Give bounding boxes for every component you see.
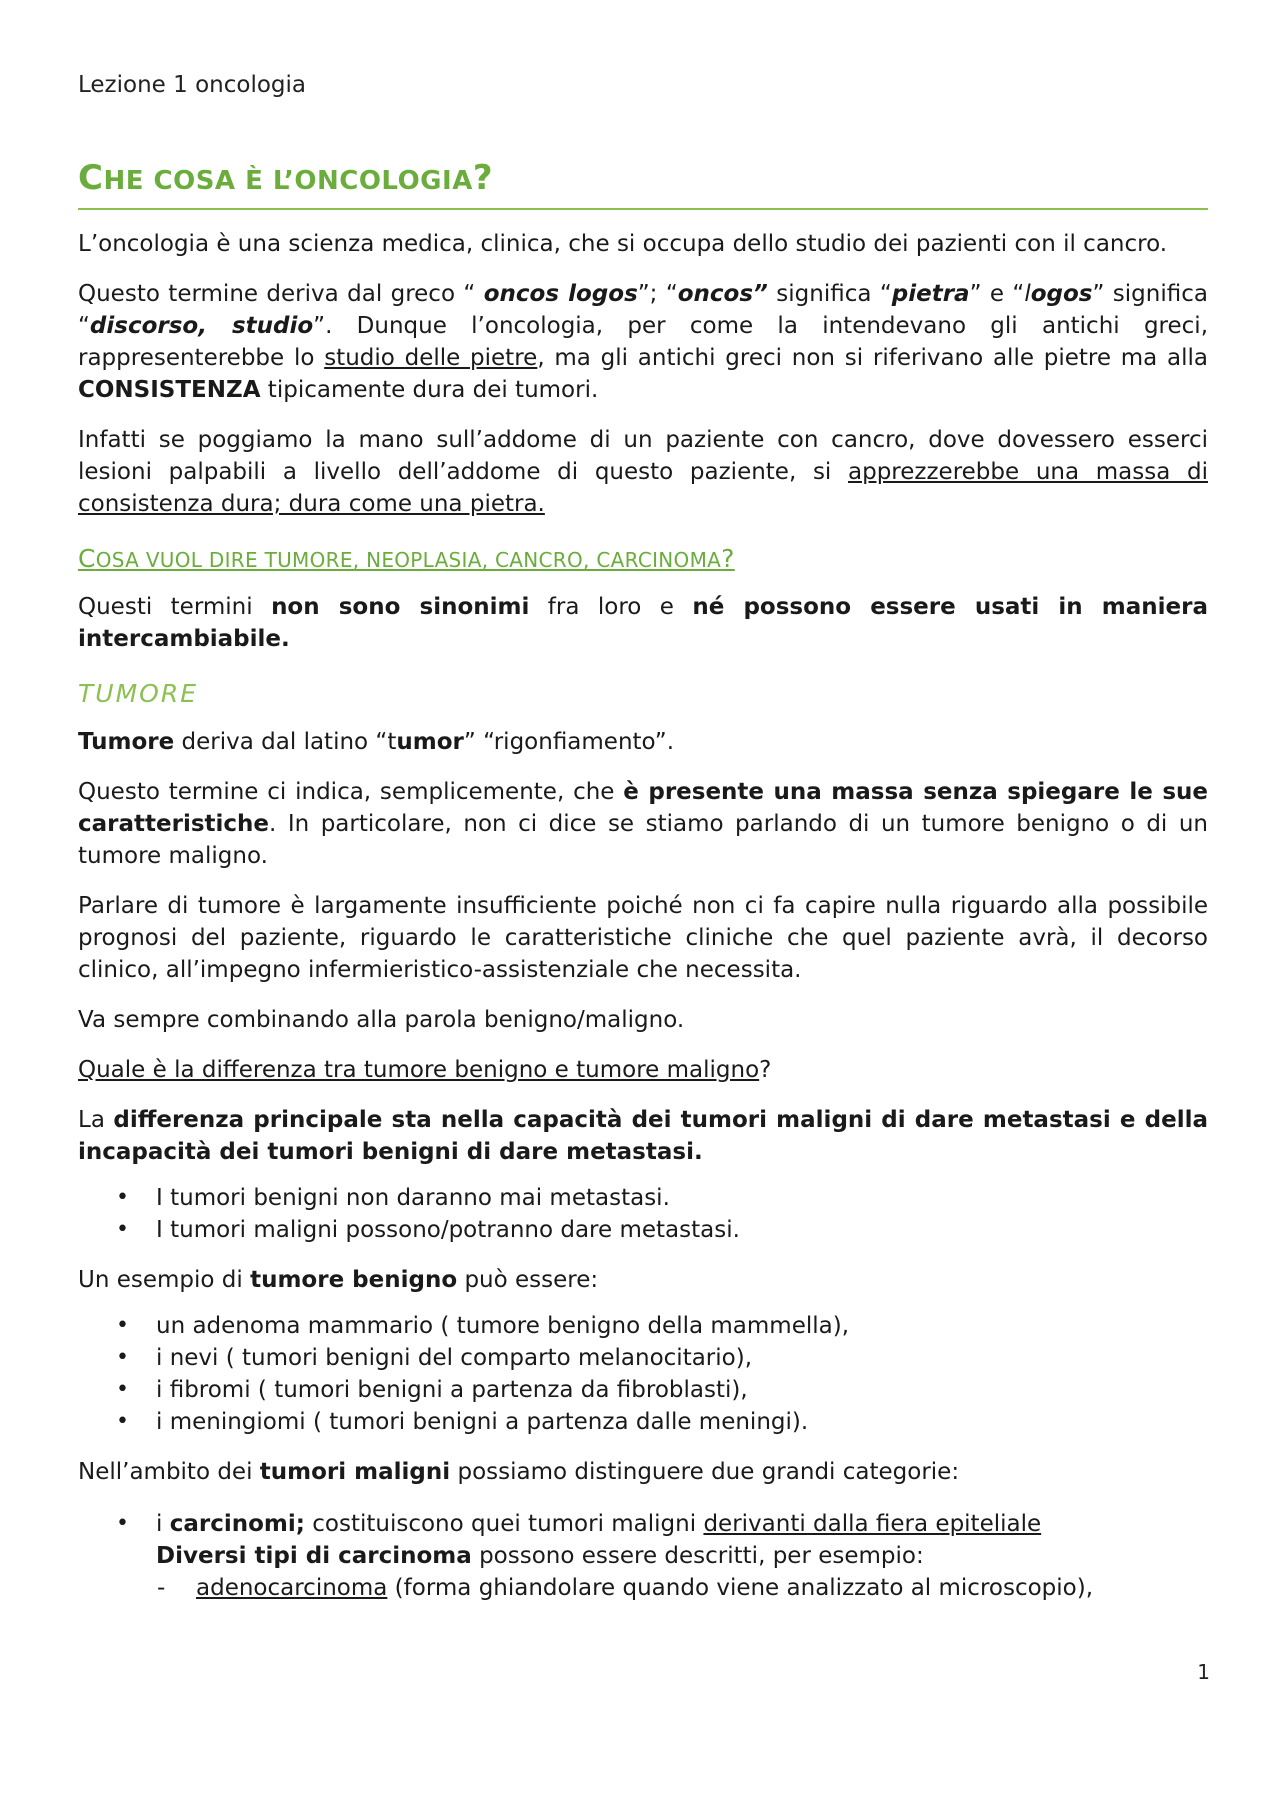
list-item: • i carcinomi; costituiscono quei tumori maligni derivanti dalla fiera epiteliale [116, 1511, 1042, 1537]
section-heading: COSA VUOL DIRE TUMORE, NEOPLASIA, CANCRO, CARCINOMA? [78, 544, 735, 573]
benign-examples-list [78, 1310, 1208, 1438]
intro-paragraph: L’oncologia è una scienza medica, clinica, che si occupa dello studio dei pazienti con il cancro. [78, 231, 1168, 257]
list-item: • un adenoma mammario ( tumore benigno della mammella), [116, 1313, 849, 1339]
page-number: 1 [1197, 1660, 1210, 1684]
benign-example-intro: Un esempio di tumore benigno può essere: [78, 1267, 599, 1293]
tumor-meaning-paragraph: Questo termine ci indica, semplicemente, che è presente una massa senza spiegare le sue caratteristiche. In particolare, non ci dice se stiamo parlando di un tumore benigno o di un tumore maligno. [78, 779, 1208, 869]
list-item: • i fibromi ( tumori benigni a partenza da fibroblasti), [116, 1377, 748, 1403]
malignant-categories-list [78, 1508, 1208, 1540]
list-item: • I tumori maligni possono/potranno dare metastasi. [116, 1217, 740, 1243]
combine-note: Va sempre combinando alla parola benigno/maligno. [78, 1007, 685, 1033]
etymology-paragraph: Questo termine deriva dal greco “ oncos logos”; “oncos” significa “pietra” e “logos” significa “discorso, studio”. Dunque l’oncologia, per come la intendevano gli antichi greci, rappresenterebbe lo studio delle pietre, ma gli antichi greci non si riferivano alle pietre ma alla CONSISTENZA tipicamente dura dei tumori. [78, 281, 1209, 403]
document-page [78, 72, 1208, 1604]
subsection-heading: TUMORE [78, 679, 198, 708]
page-title: CHE COSA È L’ONCOLOGIA? [78, 158, 1208, 210]
document-header: Lezione 1 oncologia [78, 72, 306, 98]
malignant-intro: Nell’ambito dei tumori maligni possiamo distinguere due grandi categorie: [78, 1459, 960, 1485]
list-item: • i nevi ( tumori benigni del comparto melanocitario), [116, 1345, 753, 1371]
metastasis-list [78, 1182, 1208, 1246]
carcinoma-types-line: Diversi tipi di carcinoma possono essere descritti, per esempio: [156, 1543, 924, 1569]
tumor-definition: Tumore deriva dal latino “tumor” “rigonfiamento”. [78, 729, 675, 755]
palpation-paragraph: Infatti se poggiamo la mano sull’addome di un paziente con cancro, dove dovessero esserci lesioni palpabili a livello dell’addome di questo paziente, si apprezzerebbe una massa di consistenza dura; dura come una pietra. [78, 427, 1208, 517]
insufficiency-paragraph: Parlare di tumore è largamente insufficiente poiché non ci fa capire nulla riguardo alla possibile prognosi del paziente, riguardo le caratteristiche cliniche che quel paziente avrà, il decorso clinico, all’impegno infermieristico-assistenziale che necessita. [78, 893, 1208, 983]
dash-list-item: - adenocarcinoma (forma ghiandolare quando viene analizzato al microscopio), [157, 1575, 1094, 1601]
terms-paragraph: Questi termini non sono sinonimi fra loro e né possono essere usati in maniera intercambiabile. [78, 594, 1208, 652]
list-item: • I tumori benigni non daranno mai metastasi. [116, 1185, 670, 1211]
difference-question: Quale è la differenza tra tumore benigno e tumore maligno? [78, 1057, 772, 1083]
list-item: • i meningiomi ( tumori benigni a partenza dalle meningi). [116, 1409, 809, 1435]
difference-answer: La differenza principale sta nella capacità dei tumori maligni di dare metastasi e della incapacità dei tumori benigni di dare metastasi. [78, 1107, 1208, 1165]
